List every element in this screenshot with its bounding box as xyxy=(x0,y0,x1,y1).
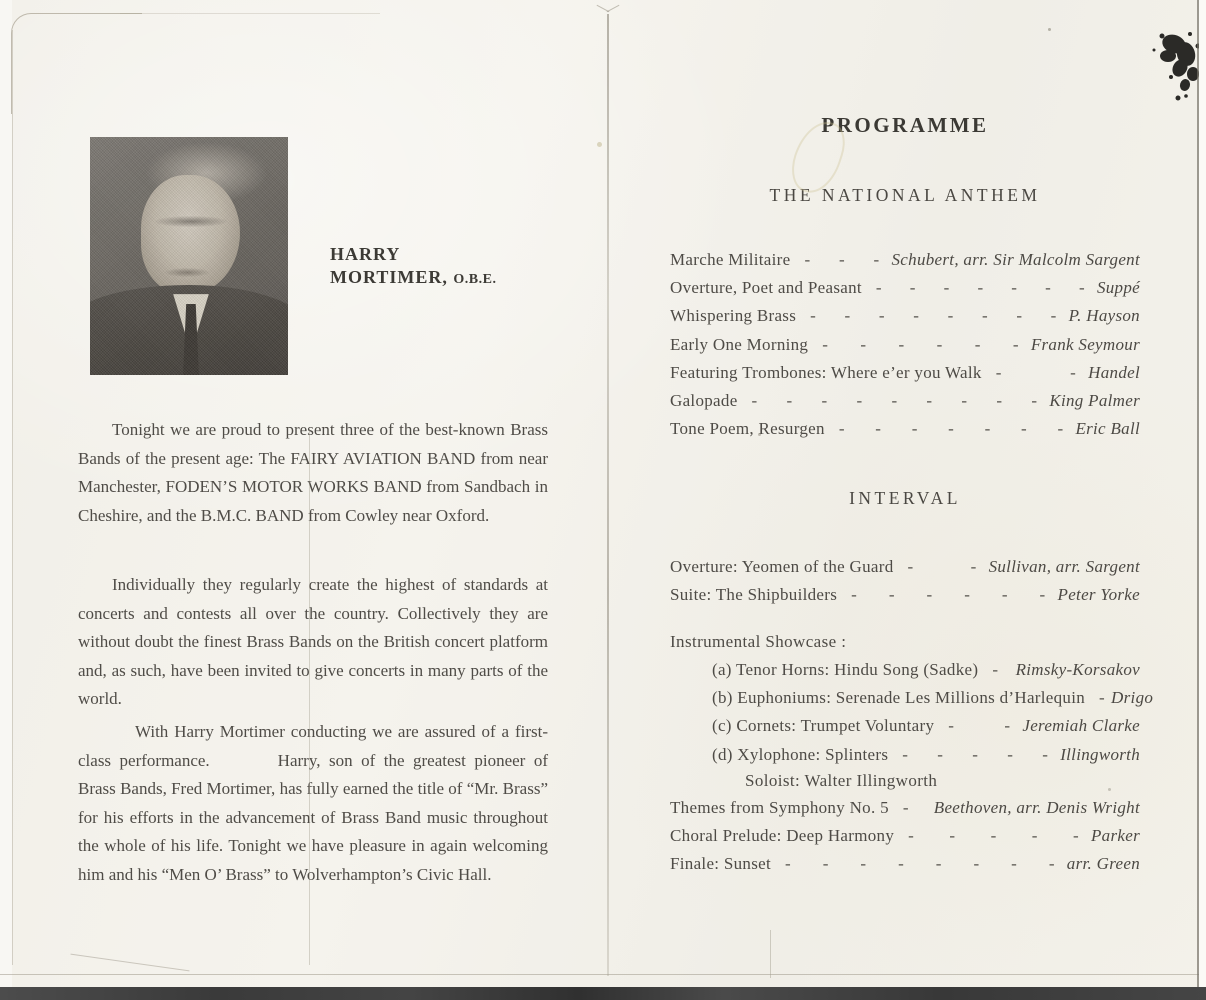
item-title: Whispering Brass xyxy=(670,306,797,326)
item-composer: Schubert, arr. Sir Malcolm Sargent xyxy=(891,250,1140,269)
caption-honorific: O.B.E. xyxy=(453,272,497,287)
item-dash-leader: - - - - - - - - - xyxy=(751,390,1038,410)
bottom-crease xyxy=(71,954,190,972)
programme-item xyxy=(670,557,1140,585)
item-title: Early One Morning xyxy=(670,334,809,354)
programme-part3-list xyxy=(670,798,1140,883)
item-dash-leader: - - xyxy=(995,362,1077,382)
item-title: Suite: The Shipbuilders xyxy=(670,585,838,605)
paper-specks xyxy=(1048,28,1051,31)
item-composer: Handel xyxy=(1088,362,1140,382)
left-page-crease xyxy=(309,430,310,965)
item-title: Choral Prelude: Deep Harmony xyxy=(670,826,895,846)
item-title: Overture, Poet and Peasant xyxy=(670,278,862,298)
item-title: (d) Xylophone: Splinters xyxy=(712,744,889,764)
showcase-item xyxy=(670,688,1154,716)
bottom-crease-2 xyxy=(770,930,771,978)
programme-item xyxy=(670,391,1140,419)
programme-item xyxy=(670,306,1140,334)
item-title: Overture: Yeomen of the Guard xyxy=(670,557,894,576)
item-composer: Peter Yorke xyxy=(1057,585,1140,605)
mortimer-paragraph: With Harry Mortimer conducting we are assured of a first-class performance. Harry, son of the greatest pioneer of Brass Bands, Fred Mortimer, has fully earned the title of “Mr. Brass” for his efforts in the advancement of Brass Band music throughout the whole of his life. Tonight we have pleasure in again welcoming him and his “Men O’ Brass” to Wolverhampton’s Civic Hall. xyxy=(78,722,548,884)
showcase-heading: Instrumental Showcase : xyxy=(670,632,847,651)
programme-item xyxy=(670,854,1140,882)
programme-item xyxy=(670,363,1140,391)
item-dash-leader: - - - - - xyxy=(902,744,1049,764)
item-dash-leader: - xyxy=(1099,688,1106,708)
item-dash-leader: - - xyxy=(948,716,1011,736)
programme-item xyxy=(670,419,1140,447)
paper-bottom-edge-line xyxy=(0,974,1206,975)
photo-halftone-grain xyxy=(90,137,288,375)
showcase-item xyxy=(670,660,1140,688)
programme-item xyxy=(670,585,1140,613)
item-composer: Rimsky-Korsakov xyxy=(1015,660,1140,679)
item-composer: Drigo xyxy=(1111,688,1154,708)
item-composer: King Palmer xyxy=(1049,390,1140,410)
national-anthem-heading: THE NATIONAL ANTHEM xyxy=(769,185,1041,205)
item-dash-leader: - - - - - - xyxy=(822,334,1019,354)
programme-item xyxy=(670,250,1140,278)
caption-surname-line xyxy=(330,266,496,291)
item-dash-leader: - xyxy=(902,798,909,817)
item-title: (a) Tenor Horns: Hindu Song (Sadke) xyxy=(712,660,979,679)
item-title: Themes from Symphony No. 5 xyxy=(670,798,889,817)
programme-part1-list xyxy=(670,250,1140,447)
item-composer: arr. Green xyxy=(1066,854,1140,874)
item-composer: Sullivan, arr. Sargent xyxy=(988,557,1140,576)
scan-right-edge xyxy=(1199,0,1206,987)
item-title: Galopade xyxy=(670,390,738,410)
item-dash-leader: - - xyxy=(907,557,977,576)
scanner-bottom-strip xyxy=(0,987,1206,1000)
fold-crease-top-right xyxy=(607,5,620,12)
paper-top-edge-line xyxy=(120,13,380,14)
item-dash-leader: - - - - - - - xyxy=(838,419,1064,439)
programme-item xyxy=(670,278,1140,306)
interval-heading: INTERVAL xyxy=(849,488,961,508)
paper-left-edge-line xyxy=(12,30,13,965)
programme-part2-list xyxy=(670,557,1140,613)
caption-first-name: HARRY xyxy=(330,244,401,264)
item-dash-leader: - - - - - - - xyxy=(875,278,1085,298)
item-composer: Suppé xyxy=(1096,278,1140,298)
ink-stain xyxy=(1138,22,1206,112)
programme-item xyxy=(670,335,1140,363)
scan-left-edge xyxy=(0,0,12,1000)
item-title: Featuring Trombones: Where e’er you Walk xyxy=(670,362,982,382)
programme-item xyxy=(670,798,1140,826)
photo-caption xyxy=(330,243,496,291)
intro-paragraph: Tonight we are proud to present three of the best-known Brass Bands of the present age: The FAIRY AVIATION BAND from near Manchester, FODEN’S MOTOR WORKS BAND from Sandbach in Cheshire, and the B.M.C. BAND from Cowley near Oxford. xyxy=(78,420,548,525)
item-composer: Eric Ball xyxy=(1075,419,1140,439)
item-composer: Frank Seymour xyxy=(1030,334,1140,354)
item-composer: P. Hayson xyxy=(1068,306,1140,326)
item-dash-leader: - - - - - xyxy=(908,826,1079,846)
programme-item xyxy=(670,826,1140,854)
showcase-item xyxy=(670,716,1140,744)
item-composer: Parker xyxy=(1090,826,1140,846)
item-composer: Illingworth xyxy=(1060,744,1140,764)
centre-fold-crease xyxy=(607,14,609,976)
portrait-photo xyxy=(90,137,288,375)
item-dash-leader: - - - - - - xyxy=(851,585,1046,605)
item-title: (c) Cornets: Trumpet Voluntary xyxy=(712,716,935,736)
caption-surname: MORTIMER, xyxy=(330,267,448,287)
item-composer: Jeremiah Clarke xyxy=(1022,716,1140,736)
item-title: Finale: Sunset xyxy=(670,854,772,874)
programme-title: PROGRAMME xyxy=(821,113,989,137)
bands-paragraph: Individually they regularly create the highest of standards at concerts and contests all over the country. Collectively they are without doubt the finest Brass Bands on the British concert platform and, as such, have been invited to give concerts in many parts of the world. xyxy=(78,575,548,709)
item-dash-leader: - - - - - - - - xyxy=(810,306,1057,326)
item-title: Marche Militaire xyxy=(670,250,791,269)
showcase-list xyxy=(670,660,1154,773)
paper-corner-outline xyxy=(11,13,142,114)
item-title: Tone Poem, Resurgen xyxy=(670,419,825,439)
item-dash-leader: - - - xyxy=(804,250,880,269)
showcase-item xyxy=(670,745,1140,773)
soloist-line: Soloist: Walter Illingworth xyxy=(745,771,938,790)
item-dash-leader: - - - - - - - - xyxy=(785,854,1055,874)
item-composer: Beethoven, arr. Denis Wright xyxy=(933,798,1140,817)
item-title: (b) Euphoniums: Serenade Les Millions d’Harlequin xyxy=(712,688,1086,708)
item-dash-leader: - xyxy=(992,660,999,679)
